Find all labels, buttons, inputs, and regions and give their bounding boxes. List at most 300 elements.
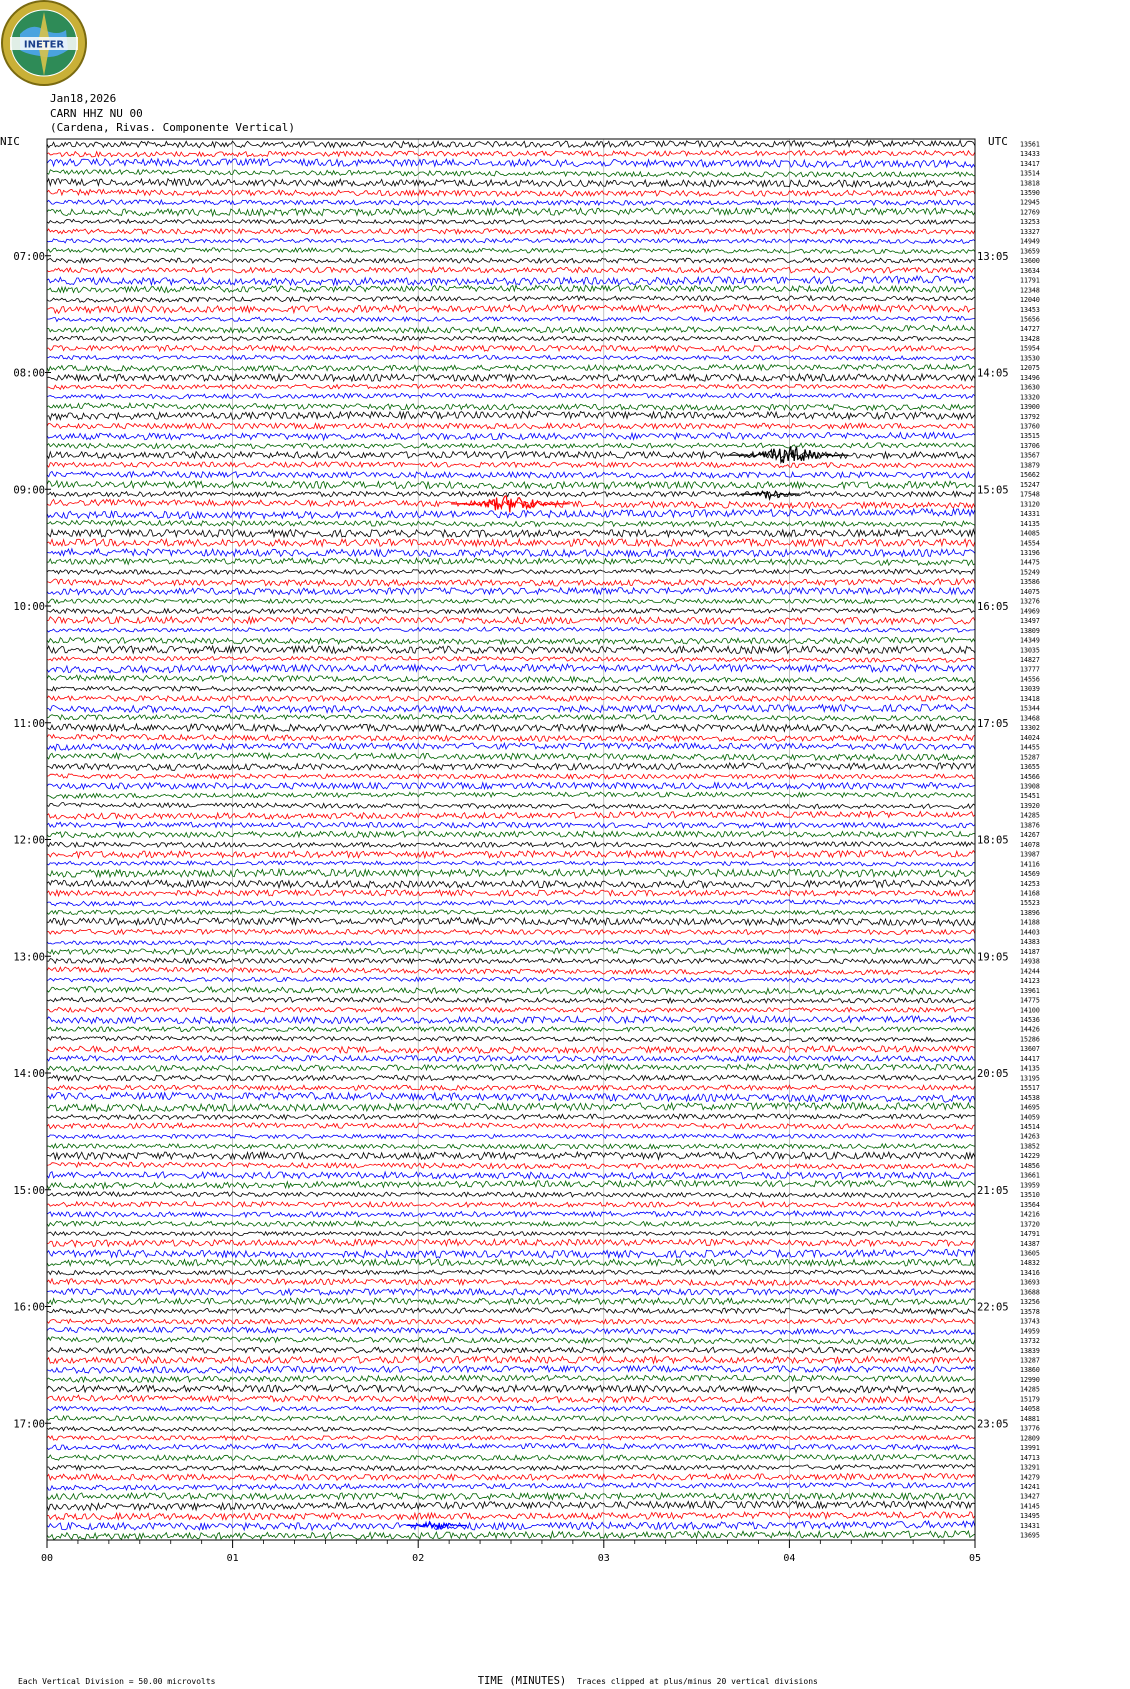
trace-max-count: 14116 <box>1020 860 1040 869</box>
trace-max-count: 14279 <box>1020 1473 1040 1482</box>
trace-max-count: 13578 <box>1020 1307 1040 1316</box>
station-location: (Cardena, Rivas. Componente Vertical) <box>50 121 296 134</box>
trace-line <box>47 1455 975 1461</box>
right-hour-label: 14:05 <box>977 367 1009 380</box>
trace-line <box>47 1375 975 1382</box>
trace-max-count: 13196 <box>1020 548 1040 557</box>
trace-line <box>47 432 975 440</box>
trace-max-count: 15249 <box>1020 568 1040 577</box>
trace-max-count: 14187 <box>1020 947 1040 956</box>
trace-line <box>47 588 975 595</box>
trace-max-count: 11791 <box>1020 276 1040 285</box>
trace-max-count: 14556 <box>1020 675 1040 684</box>
trace-line <box>47 296 975 303</box>
trace-line <box>47 1279 975 1286</box>
trace-line <box>47 948 975 954</box>
station-code: CARN HHZ NU 00 <box>50 107 143 120</box>
minute-gridlines <box>47 139 975 1540</box>
trace-max-count: 15287 <box>1020 753 1040 762</box>
trace-max-count: 13120 <box>1020 500 1040 509</box>
trace-line <box>47 189 975 196</box>
trace-line <box>47 462 975 468</box>
trace-line <box>47 530 975 538</box>
trace-max-count: 13776 <box>1020 1424 1040 1433</box>
trace-line <box>47 1366 975 1373</box>
trace-line <box>47 1123 975 1129</box>
trace-line <box>47 1075 975 1081</box>
trace-max-count: 13630 <box>1020 383 1040 392</box>
trace-max-count: 13695 <box>1020 1531 1040 1540</box>
trace-max-count: 14832 <box>1020 1259 1040 1268</box>
trace-line <box>47 743 975 750</box>
trace-max-count: 13760 <box>1020 422 1040 431</box>
trace-line <box>47 1232 975 1236</box>
trace-line <box>47 987 975 995</box>
trace-max-count: 13510 <box>1020 1191 1040 1200</box>
trace-max-count: 13839 <box>1020 1346 1040 1355</box>
trace-max-count: 13567 <box>1020 451 1040 460</box>
trace-max-count: 12990 <box>1020 1375 1040 1384</box>
trace-max-count: 13035 <box>1020 646 1040 655</box>
trace-max-count: 14536 <box>1020 1015 1040 1024</box>
trace-max-count: 14727 <box>1020 325 1040 334</box>
left-hour-label: 13:00 <box>13 951 45 964</box>
trace-max-count: 15662 <box>1020 471 1040 480</box>
trace-line <box>47 285 975 292</box>
trace-line <box>47 753 975 761</box>
right-timezone-label: UTC <box>988 135 1008 148</box>
trace-max-count: 13530 <box>1020 354 1040 363</box>
trace-max-count: 14085 <box>1020 529 1040 538</box>
trace-max-count: 13655 <box>1020 763 1040 772</box>
trace-max-count: 17548 <box>1020 490 1040 499</box>
x-tick-label: 05 <box>968 1553 982 1564</box>
trace-max-count: 13320 <box>1020 393 1040 402</box>
trace-line <box>47 714 975 720</box>
trace-line <box>47 258 975 263</box>
trace-max-count: 13908 <box>1020 782 1040 791</box>
trace-max-count: 13920 <box>1020 801 1040 810</box>
trace-line <box>47 900 975 906</box>
trace-line <box>47 1347 975 1353</box>
trace-line <box>47 305 975 314</box>
trace-max-count: 14538 <box>1020 1093 1040 1102</box>
trace-max-count: 15451 <box>1020 792 1040 801</box>
trace-line <box>47 423 975 429</box>
trace-max-count: 14455 <box>1020 743 1040 752</box>
trace-max-count: 14969 <box>1020 607 1040 616</box>
trace-max-count: 14349 <box>1020 636 1040 645</box>
trace-line <box>47 384 975 389</box>
trace-max-count: 14383 <box>1020 938 1040 947</box>
trace-line <box>47 627 975 632</box>
trace-line <box>47 861 975 866</box>
trace-max-count: 13600 <box>1020 257 1040 266</box>
trace-max-count: 13661 <box>1020 1171 1040 1180</box>
trace-line <box>47 520 975 526</box>
trace-max-count: 13417 <box>1020 159 1040 168</box>
trace-line <box>47 326 975 334</box>
right-hour-label: 18:05 <box>977 834 1009 847</box>
trace-max-count: 13195 <box>1020 1074 1040 1083</box>
trace-line <box>47 869 975 877</box>
trace-line <box>47 1385 975 1393</box>
trace-line <box>47 1221 975 1226</box>
trace-max-count: 13514 <box>1020 169 1040 178</box>
trace-max-count: 14827 <box>1020 656 1040 665</box>
trace-line <box>47 1337 975 1344</box>
trace-max-count: 15954 <box>1020 344 1040 353</box>
trace-max-count: 12809 <box>1020 1434 1040 1443</box>
trace-max-count: 13818 <box>1020 179 1040 188</box>
left-hour-label: 08:00 <box>13 367 45 380</box>
right-hour-label: 23:05 <box>977 1418 1009 1431</box>
trace-line <box>47 1521 975 1530</box>
trace-line <box>47 579 975 587</box>
trace-line <box>47 1474 975 1481</box>
record-date: Jan18,2026 <box>50 92 117 105</box>
trace-max-count: 14135 <box>1020 1064 1040 1073</box>
trace-line <box>47 159 975 168</box>
trace-max-count: 14791 <box>1020 1230 1040 1239</box>
trace-line <box>47 267 975 273</box>
trace-max-count: 13634 <box>1020 266 1040 275</box>
trace-line <box>47 1501 975 1510</box>
trace-line <box>47 208 975 216</box>
trace-max-count: 13515 <box>1020 432 1040 441</box>
trace-line <box>47 276 975 285</box>
trace-max-count: 13291 <box>1020 1463 1040 1472</box>
trace-line <box>47 939 975 945</box>
x-tick-label: 03 <box>597 1553 610 1564</box>
trace-line <box>47 1114 975 1120</box>
trace-line <box>47 539 975 546</box>
trace-line <box>47 1046 975 1053</box>
right-hour-label: 22:05 <box>977 1301 1009 1314</box>
trace-max-count: 14075 <box>1020 587 1040 596</box>
trace-line <box>47 443 975 449</box>
trace-line <box>47 336 975 340</box>
trace-line <box>47 774 975 779</box>
trace-max-count: 13732 <box>1020 1337 1040 1346</box>
trace-max-count: 13720 <box>1020 1220 1040 1229</box>
trace-max-count: 13896 <box>1020 908 1040 917</box>
plot-frame <box>47 139 975 1540</box>
trace-line <box>47 509 975 519</box>
trace-max-count: 13688 <box>1020 1288 1040 1297</box>
right-hour-label: 20:05 <box>977 1068 1009 1080</box>
logo-text: INETER <box>23 39 65 51</box>
trace-max-count: 14059 <box>1020 1113 1040 1122</box>
trace-max-count: 14426 <box>1020 1025 1040 1034</box>
trace-line <box>47 1092 975 1102</box>
trace-line <box>47 831 975 837</box>
trace-max-count: 13431 <box>1020 1521 1040 1530</box>
trace-line <box>47 1298 975 1305</box>
trace-max-count: 14403 <box>1020 928 1040 937</box>
trace-line <box>47 599 975 603</box>
trace-line <box>47 1270 975 1275</box>
trace-max-count: 14417 <box>1020 1054 1040 1063</box>
trace-max-count: 14285 <box>1020 811 1040 820</box>
trace-line <box>47 345 975 351</box>
trace-max-count: 14695 <box>1020 1103 1040 1112</box>
trace-line <box>47 1172 975 1179</box>
trace-max-count: 13809 <box>1020 626 1040 635</box>
trace-max-count: 13253 <box>1020 218 1040 227</box>
clip-note: Traces clipped at plus/minus 20 vertical divisions <box>577 1677 818 1686</box>
trace-max-count: 13777 <box>1020 665 1040 674</box>
trace-line <box>47 1202 975 1207</box>
trace-line <box>47 1308 975 1314</box>
trace-line <box>47 1152 975 1159</box>
trace-max-count: 15286 <box>1020 1035 1040 1044</box>
trace-line <box>47 1211 975 1217</box>
trace-line <box>47 1027 975 1032</box>
trace-max-count: 13256 <box>1020 1298 1040 1307</box>
trace-line <box>47 842 975 848</box>
trace-max-count: 13607 <box>1020 1045 1040 1054</box>
trace-line <box>47 239 975 244</box>
trace-line <box>47 140 975 147</box>
x-tick-label: 01 <box>226 1553 239 1564</box>
trace-max-count: 13433 <box>1020 150 1040 159</box>
trace-line <box>47 229 975 234</box>
trace-max-count: 13453 <box>1020 305 1040 314</box>
trace-line <box>47 1016 975 1024</box>
trace-max-count: 13590 <box>1020 189 1040 198</box>
trace-max-count: 15344 <box>1020 704 1040 713</box>
trace-max-count: 14263 <box>1020 1132 1040 1141</box>
trace-line <box>47 1512 975 1520</box>
trace-max-count: 12348 <box>1020 286 1040 295</box>
trace-line <box>47 910 975 915</box>
trace-line <box>47 1464 975 1470</box>
trace-max-count: 13428 <box>1020 334 1040 343</box>
trace-max-count: 13605 <box>1020 1249 1040 1258</box>
trace-max-count: 13961 <box>1020 986 1040 995</box>
trace-line <box>47 696 975 702</box>
trace-max-count: 15179 <box>1020 1395 1040 1404</box>
trace-max-count: 14244 <box>1020 967 1040 976</box>
trace-line <box>47 355 975 360</box>
trace-max-count: 14387 <box>1020 1239 1040 1248</box>
trace-max-count: 14145 <box>1020 1502 1040 1511</box>
trace-line <box>47 1162 975 1169</box>
x-axis-title: TIME (MINUTES) <box>477 1675 567 1687</box>
trace-line <box>47 822 975 828</box>
trace-line <box>47 1249 975 1258</box>
trace-line <box>47 783 975 790</box>
trace-max-count: 14058 <box>1020 1405 1040 1414</box>
trace-max-count: 15656 <box>1020 315 1040 324</box>
trace-max-count: 15247 <box>1020 480 1040 489</box>
trace-max-count: 13706 <box>1020 441 1040 450</box>
trace-max-count: 14024 <box>1020 733 1040 742</box>
trace-line <box>47 411 975 420</box>
trace-line <box>47 179 975 187</box>
trace-line <box>47 403 975 410</box>
trace-line <box>47 734 975 741</box>
trace-max-count: 13959 <box>1020 1181 1040 1190</box>
trace-max-count: 14569 <box>1020 870 1040 879</box>
trace-max-count: 13468 <box>1020 714 1040 723</box>
trace-line <box>47 1356 975 1363</box>
trace-line <box>47 724 975 731</box>
trace-line <box>47 608 975 613</box>
trace-max-count: 13991 <box>1020 1444 1040 1453</box>
trace-line <box>47 664 975 673</box>
trace-line <box>47 617 975 625</box>
trace-line <box>47 1416 975 1421</box>
left-hour-label: 15:00 <box>13 1184 45 1197</box>
right-hour-label: 21:05 <box>977 1184 1009 1197</box>
trace-line <box>47 481 975 489</box>
trace-line <box>47 1327 975 1334</box>
trace-line <box>47 170 975 178</box>
trace-max-count: 14123 <box>1020 977 1040 986</box>
left-timezone-label: NIC <box>0 135 20 148</box>
right-hour-label: 19:05 <box>977 951 1009 964</box>
trace-line <box>47 472 975 479</box>
trace-max-count: 14554 <box>1020 539 1040 548</box>
trace-line <box>47 364 975 371</box>
right-hour-label: 17:05 <box>977 717 1009 730</box>
trace-max-count: 13743 <box>1020 1317 1040 1326</box>
trace-line <box>47 374 975 381</box>
trace-max-count: 13496 <box>1020 373 1040 382</box>
trace-max-count: 14881 <box>1020 1414 1040 1423</box>
trace-line <box>47 1483 975 1491</box>
trace-line <box>47 549 975 557</box>
left-hour-label: 17:00 <box>13 1418 45 1431</box>
trace-line <box>47 1008 975 1013</box>
trace-max-count: 15517 <box>1020 1084 1040 1093</box>
trace-line <box>47 792 975 798</box>
trace-max-count: 14100 <box>1020 1006 1040 1015</box>
trace-max-count: 13876 <box>1020 821 1040 830</box>
trace-max-count: 14475 <box>1020 558 1040 567</box>
trace-max-count: 14566 <box>1020 772 1040 781</box>
left-hour-label: 10:00 <box>13 601 45 613</box>
trace-line <box>47 967 975 974</box>
trace-line <box>47 1426 975 1431</box>
trace-line <box>47 1406 975 1411</box>
trace-line <box>47 200 975 206</box>
trace-line <box>47 1395 975 1403</box>
trace-max-count: 13327 <box>1020 227 1040 236</box>
trace-line <box>47 637 975 644</box>
trace-line <box>47 880 975 888</box>
trace-line <box>47 1259 975 1266</box>
trace-line <box>47 1181 975 1189</box>
trace-line <box>47 657 975 663</box>
trace-line <box>47 803 975 809</box>
trace-max-count: 13039 <box>1020 685 1040 694</box>
x-tick-label: 04 <box>783 1553 796 1564</box>
trace-line <box>47 1436 975 1441</box>
trace-line <box>47 1319 975 1325</box>
trace-max-count: 12040 <box>1020 296 1040 305</box>
trace-max-count: 14949 <box>1020 237 1040 246</box>
trace-max-count: 13659 <box>1020 247 1040 256</box>
trace-max-count: 14331 <box>1020 510 1040 519</box>
trace-max-count: 14188 <box>1020 918 1040 927</box>
trace-line <box>47 219 975 224</box>
trace-line <box>47 977 975 983</box>
trace-max-count: 13418 <box>1020 694 1040 703</box>
trace-max-count: 14078 <box>1020 840 1040 849</box>
trace-line <box>47 151 975 157</box>
trace-max-count: 13852 <box>1020 1142 1040 1151</box>
right-hour-label: 16:05 <box>977 601 1009 613</box>
trace-max-count: 15523 <box>1020 899 1040 908</box>
trace-max-count: 13987 <box>1020 850 1040 859</box>
trace-max-count: 13564 <box>1020 1200 1040 1209</box>
trace-max-count: 14135 <box>1020 519 1040 528</box>
trace-max-count: 13495 <box>1020 1512 1040 1521</box>
trace-line <box>47 569 975 574</box>
trace-line <box>47 248 975 254</box>
trace-max-count: 12075 <box>1020 364 1040 373</box>
trace-max-count: 13792 <box>1020 412 1040 421</box>
trace-line <box>47 890 975 896</box>
trace-line <box>47 811 975 819</box>
trace-max-count: 14253 <box>1020 879 1040 888</box>
trace-max-count: 13302 <box>1020 724 1040 733</box>
trace-line <box>47 929 975 934</box>
trace-max-count: 13276 <box>1020 597 1040 606</box>
trace-max-count: 14856 <box>1020 1161 1040 1170</box>
trace-max-count: 14938 <box>1020 957 1040 966</box>
trace-line <box>47 958 975 963</box>
trace-line <box>47 1085 975 1090</box>
trace-line <box>47 1036 975 1042</box>
trace-line <box>47 763 975 771</box>
trace-max-count: 13427 <box>1020 1492 1040 1501</box>
trace-line <box>47 1239 975 1247</box>
left-hour-label: 07:00 <box>13 250 45 263</box>
trace-line <box>47 492 975 497</box>
trace-line <box>47 686 975 691</box>
trace-max-count: 13860 <box>1020 1366 1040 1375</box>
trace-max-count: 14959 <box>1020 1327 1040 1336</box>
x-tick-label: 00 <box>40 1553 54 1564</box>
trace-max-count: 13879 <box>1020 461 1040 470</box>
trace-line <box>47 851 975 858</box>
trace-line <box>47 1103 975 1112</box>
trace-line <box>47 1531 975 1540</box>
trace-line <box>47 1056 975 1062</box>
trace-line <box>47 1064 975 1072</box>
left-hour-label: 12:00 <box>13 834 45 847</box>
trace-line <box>47 1493 975 1500</box>
trace-max-count: 14216 <box>1020 1210 1040 1219</box>
right-hour-label: 15:05 <box>977 484 1009 497</box>
trace-line <box>47 675 975 683</box>
right-hour-labels <box>977 251 1009 1431</box>
trace-line <box>47 316 975 321</box>
trace-line <box>47 393 975 399</box>
trace-max-count: 14514 <box>1020 1123 1040 1132</box>
x-tick-label: 02 <box>412 1553 425 1564</box>
trace-line <box>47 1134 975 1139</box>
trace-max-count: 14713 <box>1020 1453 1040 1462</box>
left-hour-label: 14:00 <box>13 1068 45 1080</box>
trace-line <box>47 1289 975 1295</box>
trace-max-count: 12945 <box>1020 198 1040 207</box>
trace-max-count: 13561 <box>1020 140 1040 149</box>
